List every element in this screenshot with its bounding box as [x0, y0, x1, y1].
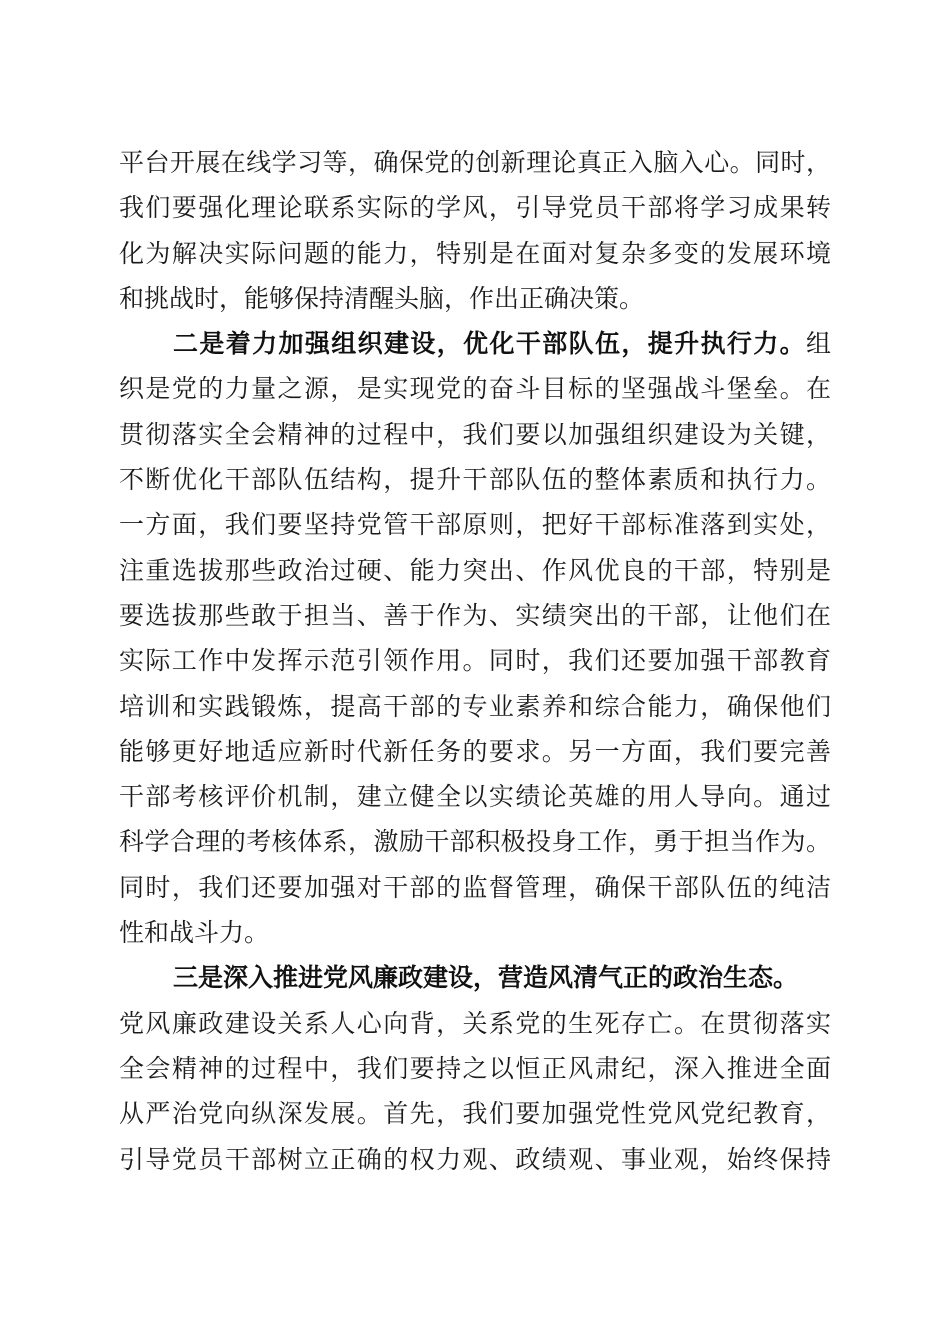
text-line: 全会精神的过程中，我们要持之以恒正风肃纪，深入推进全面: [119, 1053, 831, 1083]
heading-line-rest: 组: [805, 329, 831, 359]
text-line: 科学合理的考核体系，激励干部积极投身工作，勇于担当作为。: [119, 827, 831, 857]
text-line: 引导党员干部树立正确的权力观、政绩观、事业观，始终保持: [119, 1144, 831, 1174]
text-line: 党风廉政建设关系人心向背，关系党的生死存亡。在贯彻落实: [119, 1008, 831, 1038]
text-line: 能够更好地适应新时代新任务的要求。另一方面，我们要完善: [119, 736, 831, 766]
text-line: 和挑战时，能够保持清醒头脑，作出正确决策。: [119, 283, 645, 313]
text-line: 我们要强化理论联系实际的学风，引导党员干部将学习成果转: [119, 193, 831, 223]
paragraph-1: [119, 140, 831, 321]
document-body: [119, 140, 831, 1182]
section-heading-2: 二是着力加强组织建设，优化干部队伍，提升执行力。: [173, 329, 806, 359]
paragraph-2: [119, 321, 831, 955]
text-line: 实际工作中发挥示范引领作用。同时，我们还要加强干部教育: [119, 646, 831, 676]
text-line: 从严治党向纵深发展。首先，我们要加强党性党风党纪教育，: [119, 1099, 831, 1129]
text-line: 同时，我们还要加强对干部的监督管理，确保干部队伍的纯洁: [119, 872, 831, 902]
section-heading-3: 三是深入推进党风廉政建设，营造风清气正的政治生态。: [173, 963, 799, 993]
text-line: 注重选拔那些政治过硬、能力突出、作风优良的干部，特别是: [119, 555, 831, 585]
text-line: 平台开展在线学习等，确保党的创新理论真正入脑入心。同时，: [119, 148, 831, 177]
heading-line: [119, 321, 831, 366]
text-line: 贯彻落实全会精神的过程中，我们要以加强组织建设为关键，: [119, 419, 831, 449]
text-line: 织是党的力量之源，是实现党的奋斗目标的坚强战斗堡垒。在: [119, 374, 831, 404]
text-line: 要选拔那些敢于担当、善于作为、实绩突出的干部，让他们在: [119, 600, 831, 630]
text-line: 培训和实践锻炼，提高干部的专业素养和综合能力，确保他们: [119, 691, 831, 721]
text-line: 化为解决实际问题的能力，特别是在面对复杂多变的发展环境: [119, 238, 831, 268]
text-line: 干部考核评价机制，建立健全以实绩论英雄的用人导向。通过: [119, 782, 831, 812]
text-line: 性和战斗力。: [119, 918, 270, 948]
text-line: 不断优化干部队伍结构，提升干部队伍的整体素质和执行力。: [119, 465, 831, 495]
paragraph-3: [119, 955, 831, 1181]
text-line: 一方面，我们要坚持党管干部原则，把好干部标准落到实处，: [119, 510, 831, 540]
